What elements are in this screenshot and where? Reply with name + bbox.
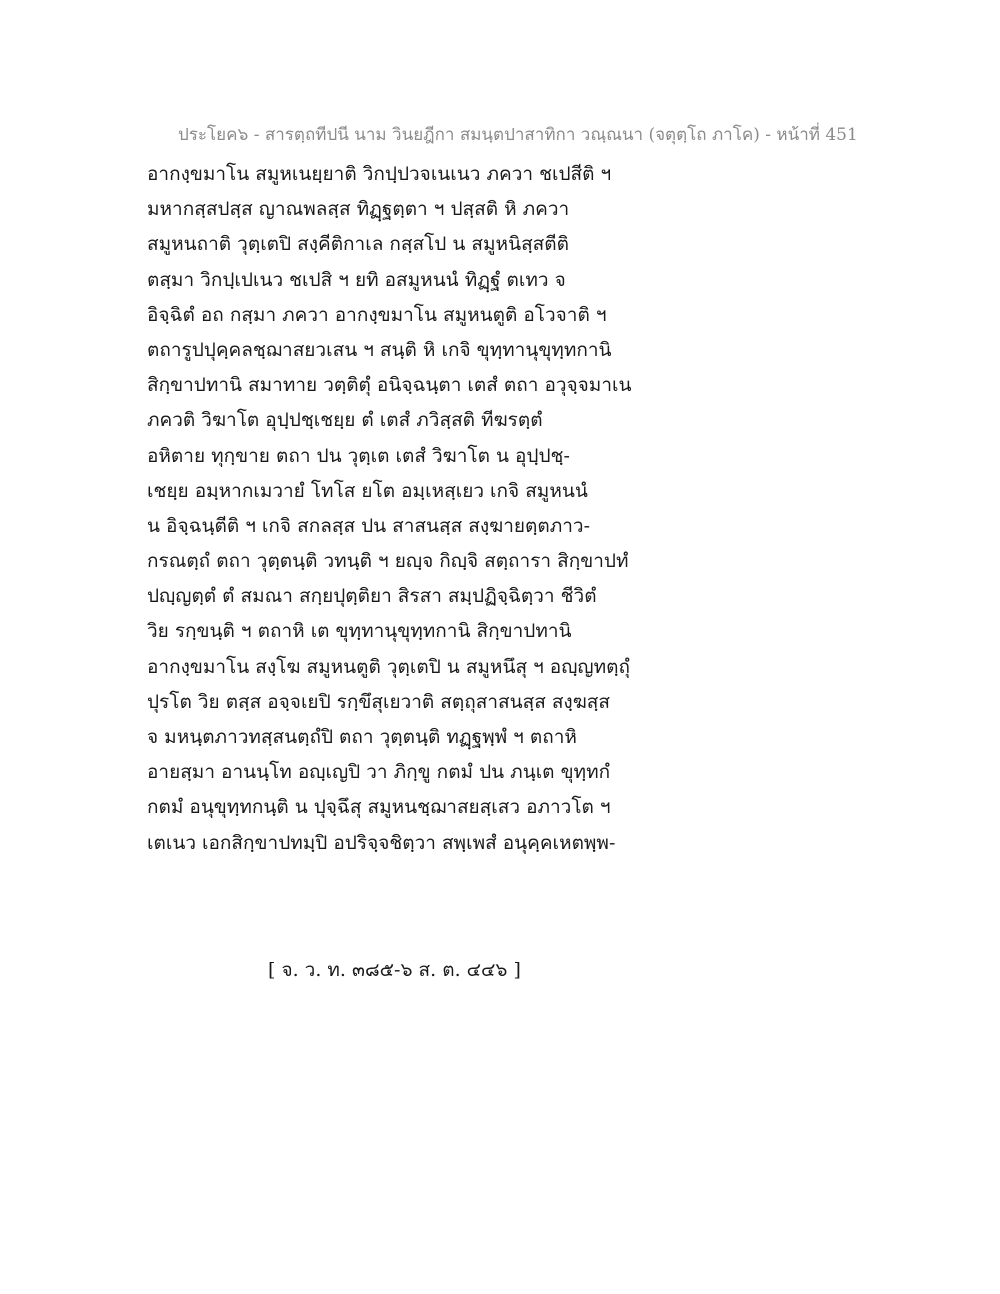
text-line: เชยฺย อมฺหากเมวายํ โทโส ยโต อมฺเหสฺเยว เกจิ สมูหนนํ <box>147 479 588 502</box>
text-line: วิย รกฺขนฺติ ฯ ตถาหิ เต ขุทฺทานุขุทฺทกานิ สิกฺขาปทานิ <box>147 620 572 643</box>
text-line: ตถารูปปุคฺคลชฺฌาสยวเสน ฯ สนฺติ หิ เกจิ ขุทฺทานุขุทฺทกานิ <box>147 338 612 361</box>
text-line: เตเนว เอกสิกฺขาปทมฺปิ อปริจฺจชิตฺวา สพฺเพสํ อนุคฺคเหตพฺพ- <box>147 831 616 854</box>
text-line: มหากสฺสปสฺส ญาณพลสฺส ทิฏฺฐตฺตา ฯ ปสฺสติ หิ ภควา <box>147 198 570 221</box>
text-line: ตสฺมา วิกปฺเปเนว ชเปสิ ฯ ยทิ อสมูหนนํ ทิฏฺฐํ ตเทว จ <box>147 268 566 291</box>
text-line: กรณตฺถํ ตถา วุตฺตนฺติ วทนฺติ ฯ ยญฺจ กิญฺจิ สตฺถารา สิกฺขาปทํ <box>147 550 629 573</box>
footnote-reference: [ จ. ว. ท. ๓๘๕-๖ ส. ต. ๔๔๖ ] <box>268 959 521 981</box>
text-line: อากงฺขมาโน สมูหเนยฺยาติ วิกปฺปวจเนเนว ภควา ชเปสีติ ฯ <box>147 163 612 185</box>
text-line: ปญฺญตฺตํ ตํ สมณา สกฺยปุตฺติยา สิรสา สมฺปฏิจฺฉิตฺวา ชีวิตํ <box>147 585 597 608</box>
text-line: สมูหนถาติ วุตฺเตปิ สงฺคีติกาเล กสฺสโป น สมูหนิสฺสตีติ <box>147 233 569 256</box>
text-line: อายสฺมา อานนฺโท อญฺเญปิ วา ภิกฺขู กตมํ ปน ภนฺเต ขุทฺทกํ <box>147 761 611 784</box>
body-text <box>147 160 687 864</box>
page-header: ประโยค๖ - สารตฺถทีปนี นาม วินยฎีกา สมนฺตปาสาทิกา วณฺณนา (จตุตฺโถ ภาโค) - หน้าที่ 451 <box>178 125 858 145</box>
text-line: สิกฺขาปทานิ สมาทาย วตฺติตุํ อนิจฺฉนฺตา เตสํ ตถา อวุจฺจมาเน <box>147 374 632 397</box>
text-line: จ มหนฺตภาวทสฺสนตฺถํปิ ตถา วุตฺตนฺติ ทฏฺฐพฺพํ ฯ ตถาหิ <box>147 726 577 748</box>
text-line: อากงฺขมาโน สงฺโฆ สมูหนตูติ วุตฺเตปิ น สมูหนึสุ ฯ อญฺญทตฺถุํ <box>147 655 630 678</box>
text-line: ปุรโต วิย ตสฺส อจฺจเยปิ รกฺขึสุเยวาติ สตฺถุสาสนสฺส สงฺฆสฺส <box>147 690 610 713</box>
text-line: อิจฺฉิตํ อถ กสฺมา ภควา อากงฺขมาโน สมูหนตูติ อโวจาติ ฯ <box>147 303 607 326</box>
text-line: น อิจฺฉนฺตีติ ฯ เกจิ สกลสฺส ปน สาสนสฺส สงฺฆายตฺตภาว- <box>147 514 590 537</box>
text-line: กตมํ อนุขุทฺทกนฺติ น ปุจฺฉึสุ สมูหนชฺฌาสยสฺเสว อภาวโต ฯ <box>147 796 611 819</box>
text-line: ภควติ วิฆาโต อุปฺปชฺเชยฺย ตํ เตสํ ภวิสฺสติ ทีฆรตฺตํ <box>147 409 543 432</box>
text-line: อหิตาย ทุกฺขาย ตถา ปน วุตฺเต เตสํ วิฆาโต น อุปฺปชฺ- <box>147 444 570 467</box>
